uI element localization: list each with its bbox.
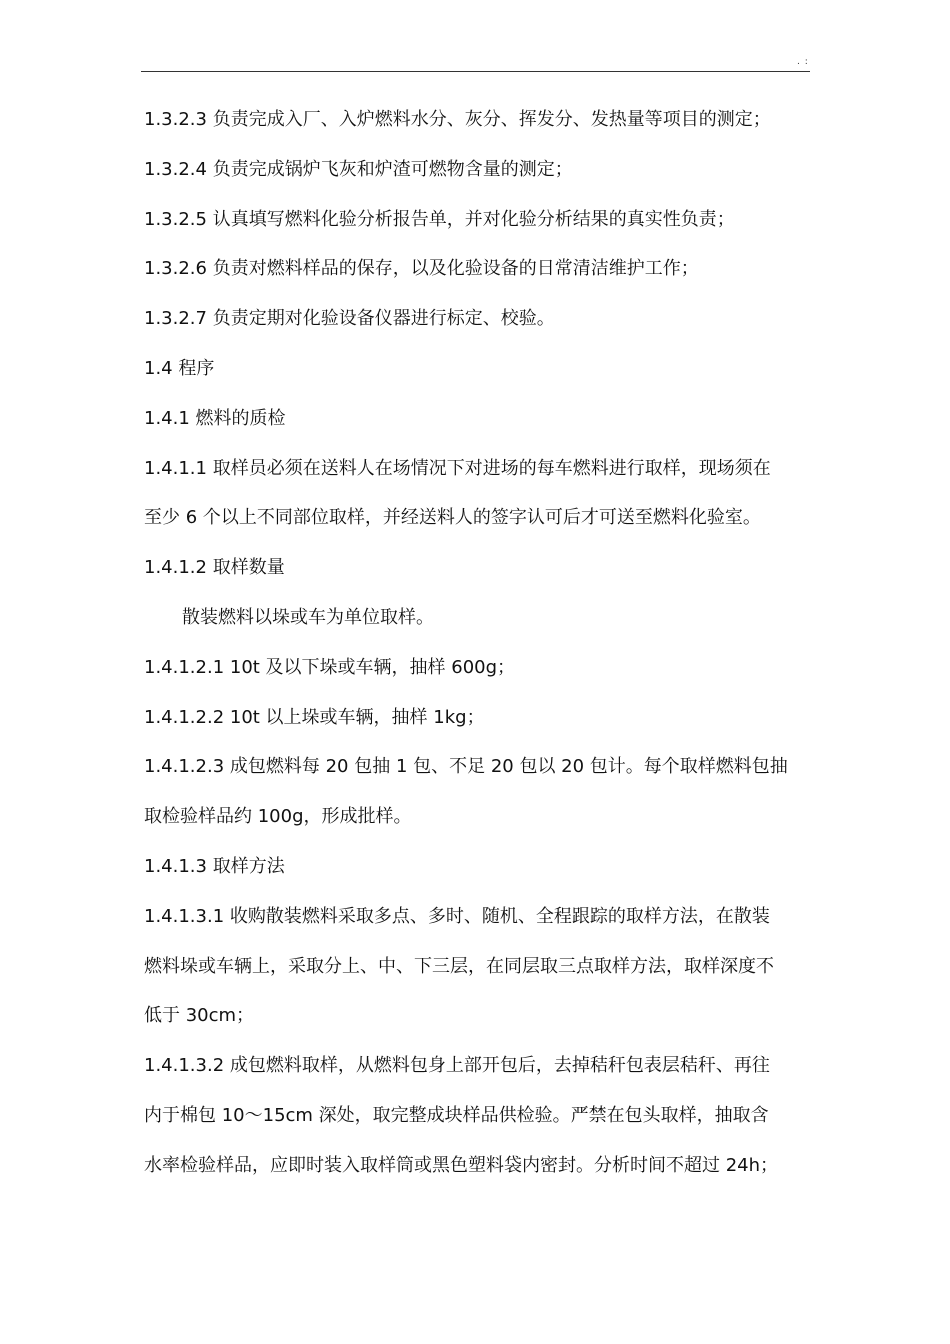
section-heading-1-4-1-3: 1.4.1.3 取样方法 [144, 855, 285, 877]
text-line-21: 内于棉包 10～15cm 深处，取完整成块样品供检验。严禁在包头取样，抽取含 [144, 1104, 769, 1126]
text-line-19: 低于 30cm； [144, 1005, 255, 1027]
indented-paragraph: 散装燃料以垛或车为单位取样。 [182, 606, 434, 628]
text-line-18: 燃料垛或车辆上，采取分上、中、下三层，在同层取三点取样方法，取样深度不 [144, 955, 774, 977]
document-body [144, 95, 820, 1191]
header-mark: . : [797, 57, 809, 67]
header-rule [141, 71, 810, 72]
text-line-20: 1.4.1.3.2 成包燃料取样，从燃料包身上部开包后，去掉秸秆包表层秸秆、再往 [144, 1055, 770, 1077]
text-line-5: 1.3.2.7 负责定期对化验设备仪器进行标定、校验。 [144, 308, 555, 330]
text-line-8: 1.4.1.1 取样员必须在送料人在场情况下对进场的每车燃料进行取样，现场须在 [144, 457, 771, 479]
text-line-22: 水率检验样品，应即时装入取样筒或黑色塑料袋内密封。分析时间不超过 24h； [144, 1154, 779, 1176]
text-line-13: 1.4.1.2.2 10t 以上垛或车辆，抽样 1kg； [144, 706, 485, 728]
text-line-14: 1.4.1.2.3 成包燃料每 20 包抽 1 包、不足 20 包以 20 包计。每个取样燃料包抽 [144, 756, 788, 778]
text-line-3: 1.3.2.5 认真填写燃料化验分析报告单，并对化验分析结果的真实性负责； [144, 208, 735, 230]
section-heading-1-4-1: 1.4.1 燃料的质检 [144, 407, 286, 429]
text-line-15: 取检验样品约 100g，形成批样。 [144, 806, 412, 828]
text-line-2: 1.3.2.4 负责完成锅炉飞灰和炉渣可燃物含量的测定； [144, 158, 573, 180]
text-line-9: 至少 6 个以上不同部位取样，并经送料人的签字认可后才可送至燃料化验室。 [144, 507, 761, 529]
text-line-17: 1.4.1.3.1 收购散装燃料采取多点、多时、随机、全程跟踪的取样方法，在散装 [144, 905, 770, 927]
text-line-1: 1.3.2.3 负责完成入厂、入炉燃料水分、灰分、挥发分、发热量等项目的测定； [144, 109, 771, 130]
section-heading-1-4-1-2: 1.4.1.2 取样数量 [144, 557, 285, 579]
text-line-4: 1.3.2.6 负责对燃料样品的保存，以及化验设备的日常清洁维护工作； [144, 258, 699, 280]
section-heading-1-4: 1.4 程序 [144, 357, 215, 379]
text-line-12: 1.4.1.2.1 10t 及以下垛或车辆，抽样 600g； [144, 656, 516, 678]
